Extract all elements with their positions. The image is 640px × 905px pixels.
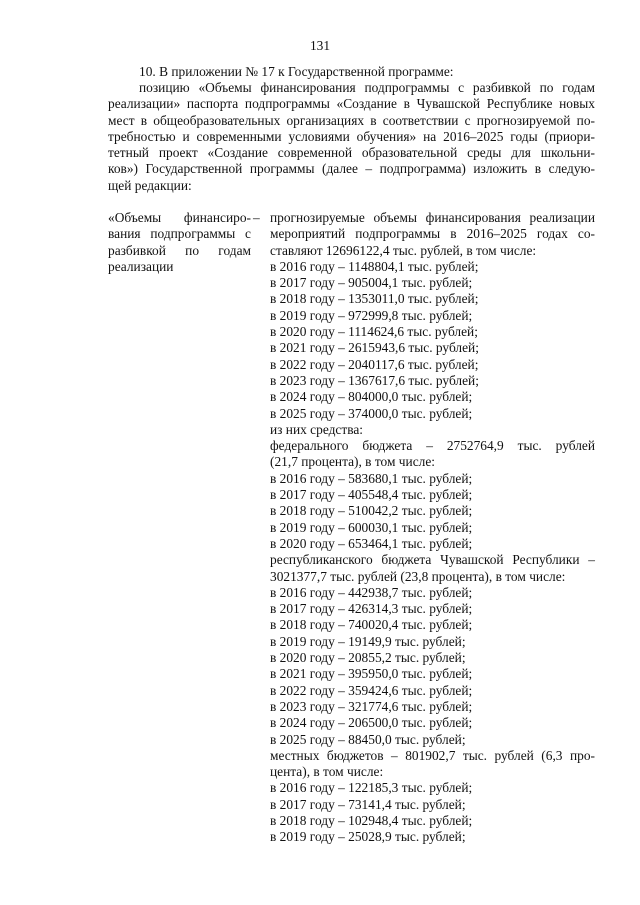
content-line-33: местных бюджетов – 801902,7 тыс. рублей (6,3 про-: [270, 747, 595, 763]
content-line-1: мероприятий подпрограммы в 2016–2025 годах со-: [270, 226, 595, 242]
content-line-19: в 2019 году – 600030,1 тыс. рублей;: [270, 519, 473, 535]
content-line-29: в 2022 году – 359424,6 тыс. рублей;: [270, 682, 473, 698]
content-line-27: в 2020 году – 20855,2 тыс. рублей;: [270, 650, 466, 666]
content-line-26: в 2019 году – 19149,9 тыс. рублей;: [270, 633, 466, 649]
content-line-30: в 2023 году – 321774,6 тыс. рублей;: [270, 698, 473, 714]
content-line-36: в 2017 году – 73141,4 тыс. рублей;: [270, 796, 466, 812]
content-line-16: в 2016 году – 583680,1 тыс. рублей;: [270, 470, 473, 486]
content-line-31: в 2024 году – 206500,0 тыс. рублей;: [270, 715, 473, 731]
content-line-21: республиканского бюджета Чувашской Республики –: [270, 552, 595, 568]
content-line-37: в 2018 году – 102948,4 тыс. рублей;: [270, 812, 473, 828]
content-line-2: ставляют 12696122,4 тыс. рублей, в том числе:: [270, 242, 537, 258]
content-line-9: в 2022 году – 2040117,6 тыс. рублей;: [270, 356, 479, 372]
content-line-25: в 2018 году – 740020,4 тыс. рублей;: [270, 617, 473, 633]
passport-label: [108, 210, 251, 275]
passport-dash: –: [253, 210, 260, 225]
label-line-3: реализации: [108, 258, 174, 274]
content-line-34: цента), в том числе:: [270, 764, 384, 780]
content-line-18: в 2018 году – 510042,2 тыс. рублей;: [270, 503, 473, 519]
content-line-7: в 2020 году – 1114624,6 тыс. рублей;: [270, 324, 478, 340]
intro-paragraph: [108, 80, 595, 194]
content-line-0: прогнозируемые объемы финансирования реализации: [270, 210, 595, 225]
intro-line-3: требностью и современными условиями обучения» на 2016–2025 годы (приори-: [108, 128, 595, 144]
content-line-28: в 2021 году – 395950,0 тыс. рублей;: [270, 666, 473, 682]
content-line-14: федерального бюджета – 2752764,9 тыс. рублей: [270, 438, 595, 454]
content-line-10: в 2023 году – 1367617,6 тыс. рублей;: [270, 372, 479, 388]
content-line-3: в 2016 году – 1148804,1 тыс. рублей;: [270, 258, 479, 274]
label-line-2: разбивкой по годам: [108, 242, 251, 258]
label-line-1: вания подпрограммы с: [108, 226, 251, 242]
intro-line-2: мест в общеобразовательных организациях в соответствии с прогнозируемой по-: [108, 112, 595, 128]
content-line-13: из них средства:: [270, 421, 364, 437]
intro-line-6: щей редакции:: [108, 177, 192, 193]
content-line-8: в 2021 году – 2615943,6 тыс. рублей;: [270, 340, 479, 356]
content-line-20: в 2020 году – 653464,1 тыс. рублей;: [270, 535, 473, 551]
intro-line-4: тетный проект «Создание современной образовательной среды для школьни-: [108, 145, 595, 161]
content-line-22: 3021377,7 тыс. рублей (23,8 процента), в том числе:: [270, 568, 566, 584]
content-line-5: в 2018 году – 1353011,0 тыс. рублей;: [270, 291, 479, 307]
content-line-23: в 2016 году – 442938,7 тыс. рублей;: [270, 584, 473, 600]
content-line-38: в 2019 году – 25028,9 тыс. рублей;: [270, 829, 466, 845]
content-line-17: в 2017 году – 405548,4 тыс. рублей;: [270, 487, 473, 503]
page-number: 131: [309, 38, 331, 53]
content-line-32: в 2025 году – 88450,0 тыс. рублей;: [270, 731, 466, 747]
content-line-11: в 2024 году – 804000,0 тыс. рублей;: [270, 389, 473, 405]
content-line-12: в 2025 году – 374000,0 тыс. рублей;: [270, 405, 473, 421]
label-line-0: «Объемы финансиро-: [108, 210, 251, 225]
content-line-4: в 2017 году – 905004,1 тыс. рублей;: [270, 275, 473, 291]
intro-line-5: ков») Государственной программы (далее – подпрограмма) изложить в следую-: [108, 161, 595, 177]
intro-line-0: позицию «Объемы финансирования подпрограммы с разбивкой по годам: [139, 80, 595, 95]
content-line-6: в 2019 году – 972999,8 тыс. рублей;: [270, 307, 473, 323]
amendment-heading: 10. В приложении № 17 к Государственной программе:: [139, 64, 454, 79]
content-line-35: в 2016 году – 122185,3 тыс. рублей;: [270, 780, 473, 796]
content-line-24: в 2017 году – 426314,3 тыс. рублей;: [270, 601, 473, 617]
funding-details: [270, 210, 595, 846]
intro-line-1: реализации» паспорта подпрограммы «Создание в Чувашской Республике новых: [108, 96, 595, 112]
content-line-15: (21,7 процента), в том числе:: [270, 454, 435, 470]
